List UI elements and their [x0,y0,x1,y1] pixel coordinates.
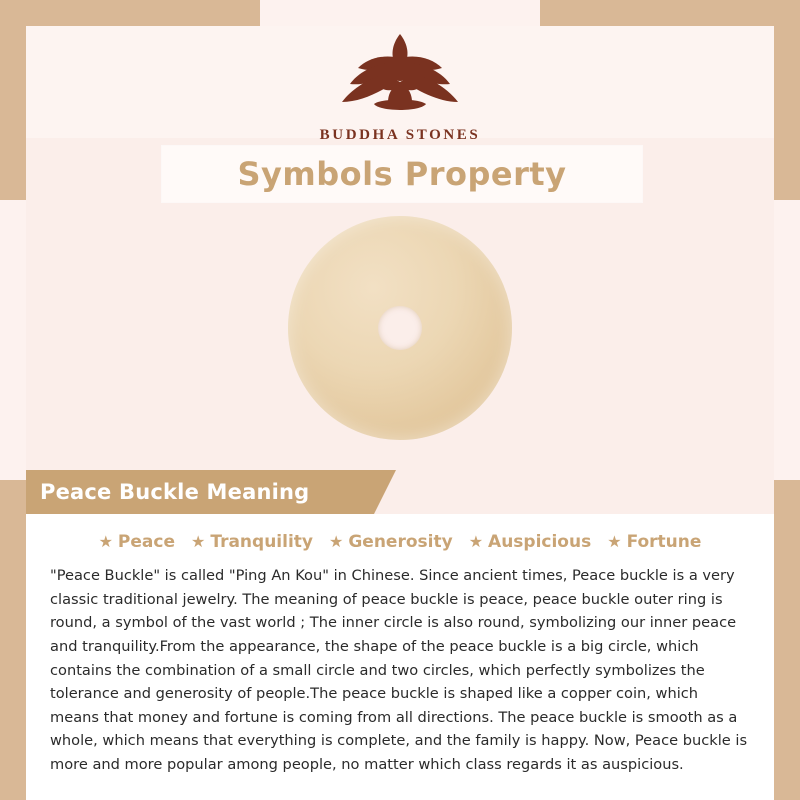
keyword-item [469,532,592,552]
frame-bar-left-top [0,0,26,200]
peace-buckle-disc [288,216,512,440]
description-paragraph: "Peace Buckle" is called "Ping An Kou" in Chinese. Since ancient times, Peace buckle is a very classic traditional jewelry. The meaning of peace buckle is peace, peace buckle outer ring is round, a symbol of the vast world ; The inner circle is also round, symbolizing our inner peace and tranquility.From the appearance, the shape of the peace buckle is a big circle, which contains the combination of a small circle and two circles, which perfectly symbolizes the tolerance and generosity of people.The peace buckle is shaped like a copper coin, which means that money and fortune is coming from all directions. The peace buckle is smooth as a whole, which means that everything is complete, and the family is happy. Now, Peace buckle is more and more popular among people, no matter which class regards it as auspicious. [50,567,748,774]
section-ribbon [26,470,374,514]
page-title-text: Symbols Property [237,155,567,193]
star-icon: ★ [98,532,113,551]
brand-header [26,26,774,143]
frame-bar-left-bottom [0,480,26,800]
keyword-label: Peace [117,532,175,552]
star-icon: ★ [329,532,344,551]
keyword-list [50,532,750,552]
keyword-item [99,532,175,552]
keyword-label: Tranquility [210,532,313,552]
keyword-label: Fortune [626,532,702,552]
keyword-label: Generosity [348,532,453,552]
page-title [162,146,642,202]
inner-panel [26,26,774,774]
peace-buckle-illustration [26,212,774,444]
section-ribbon-label: Peace Buckle Meaning [40,480,310,504]
star-icon: ★ [191,532,206,551]
brand-name: BUDDHA STONES [319,127,481,143]
keyword-item [329,532,453,552]
star-icon: ★ [607,532,622,551]
frame-corner-top-left [0,0,260,26]
body-card [26,514,774,800]
peace-buckle-hole [378,306,422,350]
frame-bar-right-top [774,0,800,200]
keyword-item [607,532,701,552]
keyword-item [191,532,313,552]
frame-corner-top-right [540,0,800,26]
star-icon: ★ [468,532,484,551]
keyword-label: Auspicious [488,532,592,552]
lotus-meditation-icon [310,28,490,125]
frame-bar-right-bottom [774,480,800,800]
